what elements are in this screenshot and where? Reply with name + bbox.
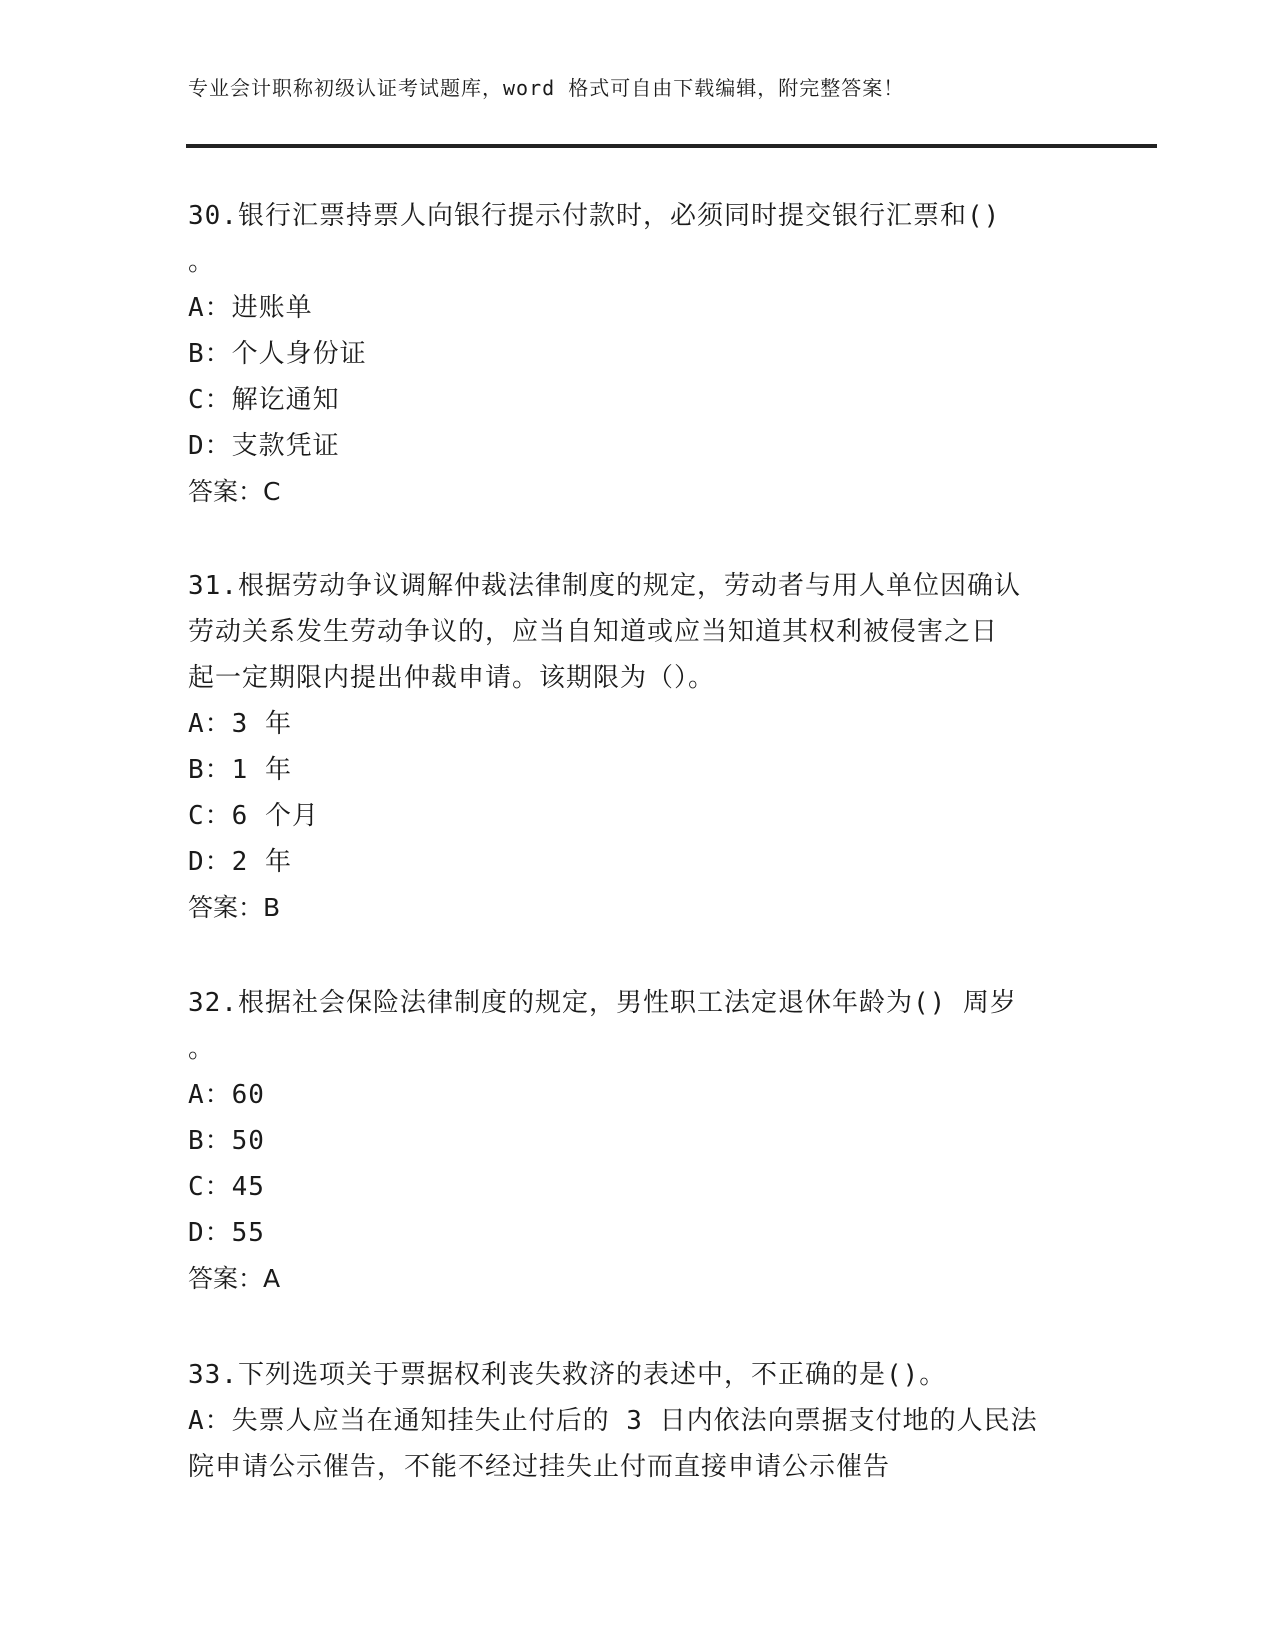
question-text-line: 30.银行汇票持票人向银行提示付款时，必须同时提交银行汇票和() (188, 201, 1001, 231)
option-c: C：解讫通知 (188, 385, 340, 415)
option-a: A：失票人应当在通知挂失止付后的 3 日内依法向票据支付地的人民法 (188, 1406, 1038, 1436)
answer: 答案：C (188, 477, 281, 506)
question-text-line: 32.根据社会保险法律制度的规定，男性职工法定退休年龄为() 周岁 (188, 988, 1017, 1018)
question-text-line: 。 (188, 1034, 216, 1064)
option-a: A：60 (188, 1080, 265, 1110)
answer: 答案：A (188, 1264, 281, 1293)
option-d: D：55 (188, 1218, 265, 1248)
option-a: A：进账单 (188, 293, 313, 323)
option-b: B：个人身份证 (188, 339, 367, 369)
option-a-continued: 院申请公示催告，不能不经过挂失止付而直接申请公示催告 (188, 1452, 891, 1482)
question-text-line: 33.下列选项关于票据权利丧失救济的表述中，不正确的是()。 (188, 1360, 947, 1390)
option-d: D：支款凭证 (188, 431, 340, 461)
option-b: B：1 年 (188, 755, 292, 785)
question-33 (188, 1352, 1088, 1490)
option-b: B：50 (188, 1126, 265, 1156)
answer: 答案：B (188, 893, 281, 922)
question-31 (188, 563, 1088, 931)
question-text-line: 起一定期限内提出仲裁申请。该期限为（）。 (188, 663, 716, 693)
page-header: 专业会计职称初级认证考试题库，word 格式可自由下载编辑，附完整答案！ (188, 76, 905, 100)
question-30 (188, 193, 1088, 515)
question-text-line: 31.根据劳动争议调解仲裁法律制度的规定，劳动者与用人单位因确认 (188, 571, 1021, 601)
header-divider (186, 144, 1157, 148)
option-c: C：45 (188, 1172, 265, 1202)
question-32 (188, 980, 1088, 1302)
question-text-line: 。 (188, 247, 216, 277)
question-text-line: 劳动关系发生劳动争议的，应当自知道或应当知道其权利被侵害之日 (188, 617, 999, 647)
option-a: A：3 年 (188, 709, 292, 739)
option-d: D：2 年 (188, 847, 292, 877)
option-c: C：6 个月 (188, 801, 319, 831)
